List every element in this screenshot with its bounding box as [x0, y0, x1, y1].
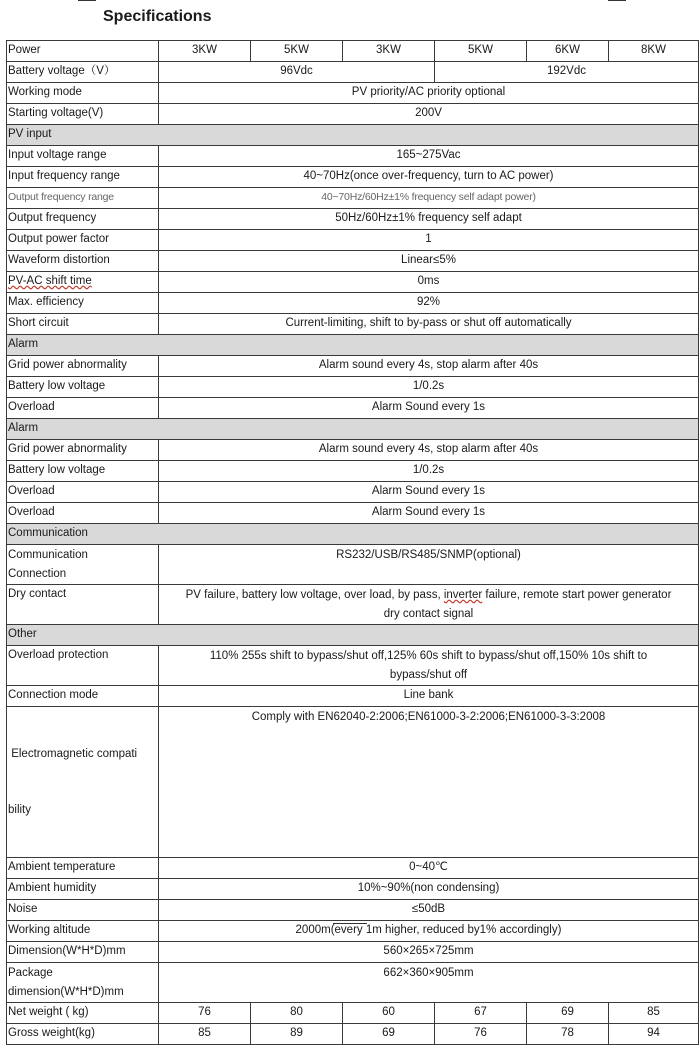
row-value: 40~70Hz(once over-frequency, turn to AC power): [159, 167, 699, 188]
value-line: 110% 255s shift to bypass/shut off,125% 60s shift to bypass/shut off,150% 10s shift to: [209, 650, 648, 662]
row-label: Short circuit: [7, 314, 159, 335]
row-value: 50Hz/60Hz±1% frequency self adapt: [159, 209, 699, 230]
row-value: 0~40℃: [159, 858, 699, 879]
table-row: [7, 251, 699, 272]
value-cell: 69: [527, 1003, 609, 1024]
table-row: [7, 41, 699, 62]
value-cell: 85: [159, 1024, 251, 1045]
row-value: Alarm Sound every 1s: [159, 482, 699, 503]
section-title: Other: [7, 625, 699, 646]
value-cell: 67: [435, 1003, 527, 1024]
row-label: Battery low voltage: [7, 377, 159, 398]
value-text: PV failure, battery low voltage, over load, by pass,: [185, 589, 444, 601]
row-label: Output power factor: [7, 230, 159, 251]
row-value: 662×360×905mm: [159, 963, 699, 1003]
row-value: 92%: [159, 293, 699, 314]
row-label: [7, 272, 159, 293]
table-row: [7, 503, 699, 524]
table-row: [7, 879, 699, 900]
row-label-line: Communication: [8, 549, 88, 561]
table-row: [7, 377, 699, 398]
row-label: Dimension(W*H*D)mm: [7, 942, 159, 963]
table-row: [7, 83, 699, 104]
table-row: [7, 167, 699, 188]
table-row: [7, 686, 699, 707]
row-label: Grid power abnormality: [7, 356, 159, 377]
section-title: Communication: [7, 524, 699, 545]
row-label: Starting voltage(V): [7, 104, 159, 125]
row-value: Current-limiting, shift to by-pass or shut off automatically: [159, 314, 699, 335]
row-label: Power: [7, 41, 159, 62]
model-cell: 6KW: [527, 41, 609, 62]
row-value: PV priority/AC priority optional: [159, 83, 699, 104]
table-row: [7, 461, 699, 482]
row-value: [159, 585, 699, 625]
row-label: Max. efficiency: [7, 293, 159, 314]
row-value: ≤50dB: [159, 900, 699, 921]
table-row: [7, 356, 699, 377]
model-cell: 3KW: [343, 41, 435, 62]
page-title: Specifications: [103, 8, 212, 25]
value-cell: 76: [159, 1003, 251, 1024]
section-header: [7, 524, 699, 545]
row-label-line: bility: [8, 803, 32, 816]
row-value: 165~275Vac: [159, 146, 699, 167]
value-cell: 69: [343, 1024, 435, 1045]
row-label-line: dimension(W*H*D)mm: [8, 985, 124, 998]
section-title: Alarm: [7, 335, 699, 356]
value-cell: 85: [609, 1003, 699, 1024]
row-value: Comply with EN62040-2:2006;EN61000-3-2:2006;EN61000-3-3:2008: [159, 707, 699, 858]
row-value: RS232/USB/RS485/SNMP(optional): [159, 545, 699, 585]
row-label: Battery low voltage: [7, 461, 159, 482]
bottom-edge-mark: [333, 923, 367, 924]
value-cell: 76: [435, 1024, 527, 1045]
value-cell: 80: [251, 1003, 343, 1024]
value-cell: 94: [609, 1024, 699, 1045]
row-label: Output frequency: [7, 209, 159, 230]
row-label: Output frequency range: [7, 188, 159, 209]
row-value: 1/0.2s: [159, 377, 699, 398]
model-cell: 5KW: [251, 41, 343, 62]
table-row: [7, 707, 699, 858]
table-row: [7, 272, 699, 293]
row-value: Alarm Sound every 1s: [159, 398, 699, 419]
table-row: [7, 900, 699, 921]
row-label-text: PV-AC shift time: [8, 275, 92, 287]
value-line: bypass/shut off: [389, 668, 468, 681]
row-value: Line bank: [159, 686, 699, 707]
row-label: Overload protection: [7, 646, 159, 686]
row-label: Gross weight(kg): [7, 1024, 159, 1045]
model-cell: 8KW: [609, 41, 699, 62]
section-header: [7, 125, 699, 146]
table-row: [7, 146, 699, 167]
row-label: Connection mode: [7, 686, 159, 707]
table-row: [7, 209, 699, 230]
row-value: 10%~90%(non condensing): [159, 879, 699, 900]
table-row: [7, 440, 699, 461]
row-label: [7, 963, 159, 1003]
section-title: Alarm: [7, 419, 699, 440]
row-label: Dry contact: [7, 585, 159, 625]
table-row: [7, 942, 699, 963]
section-header: [7, 625, 699, 646]
row-label: Working mode: [7, 83, 159, 104]
row-value: 1: [159, 230, 699, 251]
table-row: [7, 104, 699, 125]
row-label-line: Package: [8, 967, 53, 979]
top-edge-mark: [608, 0, 626, 1]
row-label: Battery voltage（V）: [7, 62, 159, 83]
table-row: [7, 858, 699, 879]
row-value: 192Vdc: [435, 62, 699, 83]
row-value: Alarm sound every 4s, stop alarm after 40s: [159, 440, 699, 461]
row-label: [7, 707, 159, 858]
row-value: 40~70Hz/60Hz±1% frequency self adapt power): [159, 188, 699, 209]
row-label: Input voltage range: [7, 146, 159, 167]
row-value: 0ms: [159, 272, 699, 293]
table-row: [7, 545, 699, 585]
value-cell: 89: [251, 1024, 343, 1045]
table-row: [7, 585, 699, 625]
value-text: failure, remote start power generator: [482, 589, 672, 601]
top-edge-mark: [78, 0, 96, 1]
table-row: [7, 1003, 699, 1024]
table-row: [7, 963, 699, 1003]
row-value: Linear≤5%: [159, 251, 699, 272]
value-cell: 60: [343, 1003, 435, 1024]
section-title: PV input: [7, 125, 699, 146]
section-header: [7, 419, 699, 440]
value-cell: 78: [527, 1024, 609, 1045]
row-label: Input frequency range: [7, 167, 159, 188]
row-label: Grid power abnormality: [7, 440, 159, 461]
model-cell: 3KW: [159, 41, 251, 62]
row-value: [159, 646, 699, 686]
value-line: dry contact signal: [383, 607, 474, 620]
table-row: [7, 230, 699, 251]
table-row: [7, 62, 699, 83]
row-value: 2000m(every 1m higher, reduced by1% accordingly): [159, 921, 699, 942]
row-label: Overload: [7, 503, 159, 524]
row-value: 1/0.2s: [159, 461, 699, 482]
row-value: 560×265×725mm: [159, 942, 699, 963]
table-row: [7, 646, 699, 686]
table-row: [7, 1024, 699, 1045]
model-cell: 5KW: [435, 41, 527, 62]
table-row: [7, 314, 699, 335]
table-row: [7, 188, 699, 209]
row-value: 200V: [159, 104, 699, 125]
row-label: Ambient temperature: [7, 858, 159, 879]
row-label: Overload: [7, 482, 159, 503]
row-label: Net weight ( kg): [7, 1003, 159, 1024]
table-row: [7, 293, 699, 314]
row-label: Waveform distortion: [7, 251, 159, 272]
table-row: [7, 482, 699, 503]
row-label: [7, 545, 159, 585]
section-header: [7, 335, 699, 356]
table-row: [7, 398, 699, 419]
specifications-table: [6, 40, 699, 1045]
row-value: Alarm sound every 4s, stop alarm after 40s: [159, 356, 699, 377]
row-label: Overload: [7, 398, 159, 419]
row-value: Alarm Sound every 1s: [159, 503, 699, 524]
value-text: inverter: [443, 589, 483, 601]
row-label: Working altitude: [7, 921, 159, 942]
row-value: 96Vdc: [159, 62, 435, 83]
value-line: [161, 586, 696, 605]
row-label-line: Electromagnetic compati: [8, 748, 138, 760]
row-label-line: Connection: [8, 567, 67, 580]
row-label: Ambient humidity: [7, 879, 159, 900]
row-label: Noise: [7, 900, 159, 921]
